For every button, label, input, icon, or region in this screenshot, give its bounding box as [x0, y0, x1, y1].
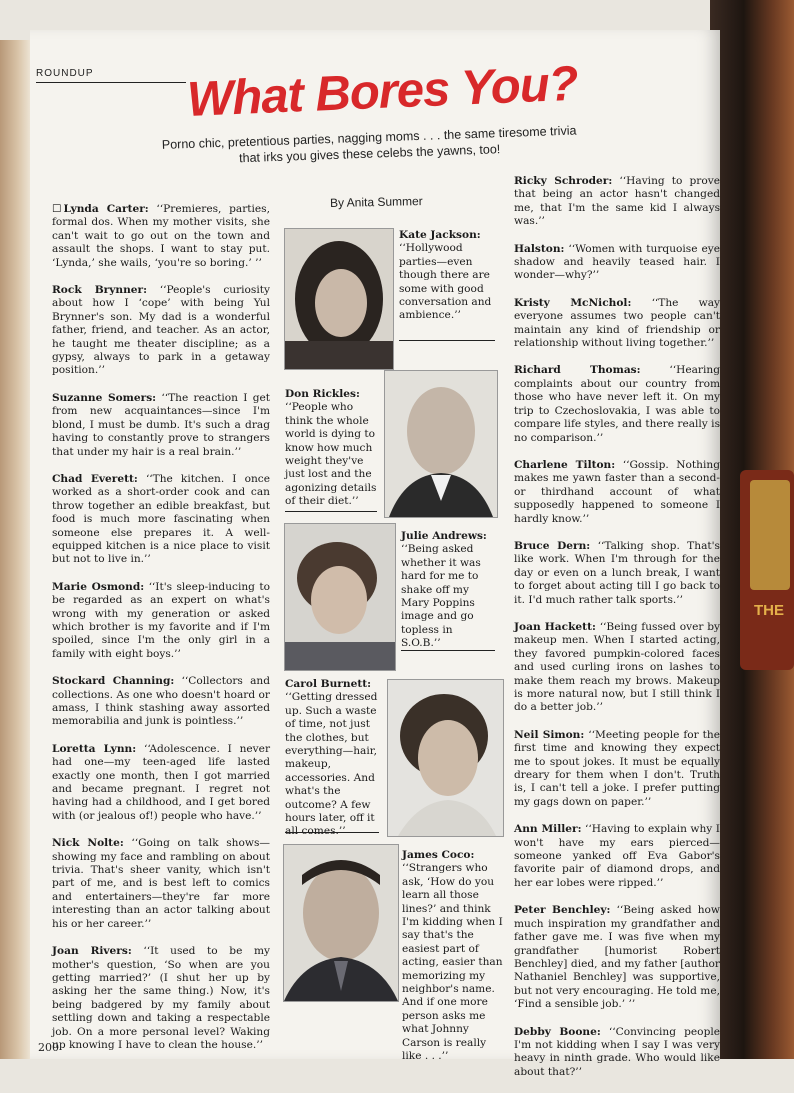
quote-item: Marie Osmond: ‘‘It's sleep-inducing to be regarded as an expert on what's wrong with my generation or asked which brother is my favorite and if I'm spoiled, since I'm the only girl in a family with eight boys.’’: [52, 580, 270, 660]
photo-kate-jackson: [284, 228, 394, 370]
photo-julie-andrews: [284, 523, 396, 671]
quote-item: Bruce Dern: ‘‘Talking shop. That's like work. When I'm through for the day or even on a lunch break, I want to forget about acting till I go back to it. I'd much rather talk sports.’’: [514, 539, 720, 606]
adjacent-page: [710, 0, 794, 1059]
column-right: [514, 175, 720, 1093]
section-rule: [36, 82, 186, 83]
quote-item: Neil Simon: ‘‘Meeting people for the first time and knowing they expect me to spout jokes. It must be equally dreary for them when I don't. Truth is, I can't tell a joke. I prefer putting my gags down on paper.’’: [514, 728, 720, 808]
quote-item: Kristy McNichol: ‘‘The way everyone assumes two people can't maintain any kind of friendship or relationship without living together.’’: [514, 296, 720, 350]
caption-don-rickles: Don Rickles: ‘‘People who think the whole world is dying to know how much weight they've just lost and the agonizing details of their diet.’’: [285, 388, 377, 508]
quote-item: Chad Everett: ‘‘The kitchen. I once worked as a short-order cook and can throw together an edible breakfast, but food is much more fascinating when someone else prepares it. A well-equipped kitchen is a nice place to visit but not to live in.’’: [52, 472, 270, 566]
divider: [399, 340, 495, 341]
quote-item: Stockard Channing: ‘‘Collectors and collections. As one who doesn't hoard or amass, I think stashing away assorted memorabilia and junk is pointless.’’: [52, 675, 271, 728]
portrait-james-coco: [284, 845, 398, 1001]
photo-don-rickles: [384, 370, 498, 518]
adjacent-page-ornament: [750, 480, 790, 590]
portrait-julie-andrews: [285, 524, 395, 670]
quote-item: Ricky Schroder: ‘‘Having to prove that being an actor hasn't changed me, that I'm the same kid I always was.’’: [514, 175, 720, 228]
book-page-edges: [0, 40, 30, 1059]
caption-james-coco: James Coco: ‘‘Strangers who ask, ‘How do you learn all those lines?’ and think I'm kidding when I say that's the easiest part of acting, easier than memorizing my neighbor's name. And if one more person asks me what Johnny Carson is really like . . .’’: [402, 849, 503, 1063]
quote-item: Suzanne Somers: ‘‘The reaction I get from new acquaintances—since I'm blond, I must be dumb. It's such a drag having to constantly prove to strangers that under my hair is a real brain.’’: [52, 391, 271, 458]
quote-item: Peter Benchley: ‘‘Being asked how much inspiration my grandfather and father gave me. I was five when my grandfather [humorist Robert Benchley] died, and my father [author Nathaniel Benchley] was supportive, but not very encouraging. He told me, ‘Find a sensible job.’ ’’: [514, 904, 720, 1011]
quote-item: Joan Rivers: ‘‘It used to be my mother's question, ‘So when are you getting married?’ (I shut her up by asking her the same thing.) Now, it's being badgered by my family about settling down and taking a respectable job. On a more personal level? Waking up knowing I have to clean the house.’’: [52, 945, 270, 1051]
caption-julie-andrews: Julie Andrews: ‘‘Being asked whether it was hard for me to shake off my Mary Poppins image and go topless in S.O.B.’’: [401, 530, 487, 650]
adjacent-page-text: THE: [754, 602, 784, 619]
portrait-carol-burnett: [388, 680, 503, 836]
quote-item: Halston: ‘‘Women with turquoise eye shadow and heavily teased hair. I wonder—why?’’: [514, 242, 720, 282]
column-left: [52, 203, 270, 1066]
portrait-kate-jackson: [285, 229, 393, 369]
quote-item: Rock Brynner: ‘‘People's curiosity about how I ‘cope’ with being Yul Brynner's son. My dad is a wonderful father, friend, and teacher. As an actor, he taught me theater discipline; as a gypsy, always to park in a getaway position.’’: [52, 284, 270, 377]
divider: [401, 650, 495, 651]
quote-item: Nick Nolte: ‘‘Going on talk shows—showing my face and rambling on about trivia. That's sheer vanity, which isn't part of me, and is best left to comics and entertainers—they're far more interesting than an actor talking about his or her career.’’: [52, 837, 270, 930]
checkbox-icon: ☐: [52, 203, 62, 215]
quote-item: Joan Hackett: ‘‘Being fussed over by makeup men. When I started acting, they favored pumpkin-colored faces and used curling irons on lashes to make them reach my brows. Makeup is more natural now, but I still think I do a better job.’’: [514, 620, 721, 714]
caption-kate-jackson: Kate Jackson: ‘‘Hollywood parties—even though there are some with good conversation and ambience.’’: [399, 229, 492, 322]
quote-item: Loretta Lynn: ‘‘Adolescence. I never had one—my teen-aged life lasted exactly one month, then I got married and became pregnant. I regret not having had a childhood, and I get bored with (or jealous of!) people who have.’’: [52, 742, 271, 822]
divider: [285, 832, 379, 833]
headline: What Bores You?: [186, 56, 579, 127]
byline: By Anita Summer: [329, 194, 423, 210]
quote-item: ☐ Lynda Carter: ‘‘Premieres, parties, formal dos. When my mother visits, she can't wait to go out on the town and assault the shops. I want to stay put. ‘Lynda,’ she wails, ‘you're so boring.’ ’’: [52, 203, 270, 269]
photo-james-coco: [283, 844, 399, 1002]
quote-item: Richard Thomas: ‘‘Hearing complaints about our country from those who have never left it. On my trip to Czechoslovakia, I was able to compare life styles, and there really is no comparison.’’: [514, 364, 720, 444]
divider: [285, 511, 377, 512]
deck: Porno chic, pretentious parties, nagging moms . . . the same tiresome trivia that irks you gives these celebs the yawns, too!: [161, 123, 577, 166]
page-number: 200: [38, 1041, 59, 1054]
caption-carol-burnett: Carol Burnett: ‘‘Getting dressed up. Such a waste of time, not just the clothes, but everything—hair, makeup, accessories. And what's the outcome? A few hours later, off it all comes.’’: [285, 678, 378, 838]
photo-carol-burnett: [387, 679, 504, 837]
quote-item: Charlene Tilton: ‘‘Gossip. Nothing makes me yawn faster than a second- or thirdhand account of what supposedly happened to someone I hardly know.’’: [514, 458, 720, 525]
quote-item: Ann Miller: ‘‘Having to explain why I won't have my ears pierced—someone yanked off Eva Gabor's favorite pair of diamond drops, and her ear lobes were ripped.’’: [514, 823, 720, 889]
section-label: ROUNDUP: [36, 68, 94, 79]
portrait-don-rickles: [385, 371, 497, 517]
quote-item: Debby Boone: ‘‘Convincing people I'm not kidding when I say I was very heavy in ninth grade. Who would like about that?’’: [514, 1025, 721, 1078]
